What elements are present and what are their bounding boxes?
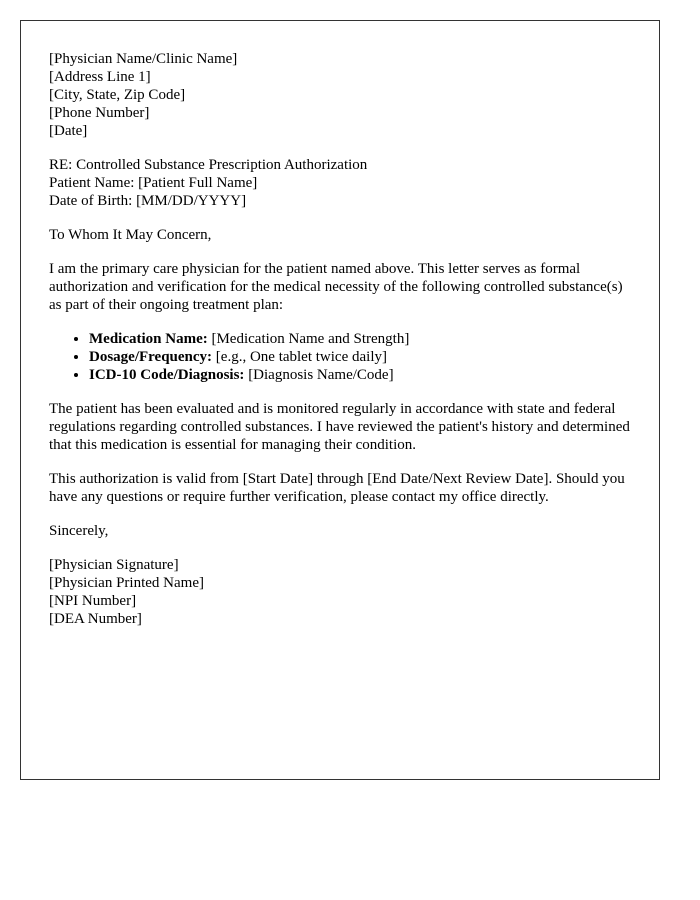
dosage-frequency-term: Dosage/Frequency: <box>89 349 213 365</box>
list-item <box>89 330 631 348</box>
evaluation-text: The patient has been evaluated and is monitored regularly in accordance with state and federal regulations regarding controlled substances. I have reviewed the patient's history and determined that this medication is essential for managing their condition. <box>49 401 630 453</box>
signature-block <box>49 556 631 628</box>
medication-name-term: Medication Name: <box>89 331 208 347</box>
re-line: RE: Controlled Substance Prescription Authorization <box>49 157 368 173</box>
closing-text: Sincerely, <box>49 523 109 539</box>
medication-details-list <box>49 330 631 384</box>
phone-number: [Phone Number] <box>49 105 150 121</box>
sender-address-block <box>49 50 631 140</box>
list-item <box>89 348 631 366</box>
physician-signature: [Physician Signature] <box>49 557 179 573</box>
diagnosis-value: [Diagnosis Name/Code] <box>244 367 394 383</box>
letter-date: [Date] <box>49 123 88 139</box>
salutation <box>49 226 631 244</box>
intro-paragraph <box>49 260 631 314</box>
dosage-frequency-value: [e.g., One tablet twice daily] <box>212 349 387 365</box>
physician-clinic-name: [Physician Name/Clinic Name] <box>49 51 238 67</box>
list-item <box>89 366 631 384</box>
physician-printed-name: [Physician Printed Name] <box>49 575 204 591</box>
patient-name-line: Patient Name: [Patient Full Name] <box>49 175 258 191</box>
evaluation-paragraph <box>49 400 631 454</box>
diagnosis-term: ICD-10 Code/Diagnosis: <box>89 367 245 383</box>
intro-text: I am the primary care physician for the patient named above. This letter serves as formal authorization and verification for the medical necessity of the following controlled substance(s) as part of their ongoing treatment plan: <box>49 261 623 313</box>
salutation-text: To Whom It May Concern, <box>49 227 212 243</box>
letter-page <box>20 20 660 780</box>
npi-number: [NPI Number] <box>49 593 137 609</box>
city-state-zip: [City, State, Zip Code] <box>49 87 186 103</box>
date-of-birth-line: Date of Birth: [MM/DD/YYYY] <box>49 193 247 209</box>
validity-text: This authorization is valid from [Start Date] through [End Date/Next Review Date]. Should you have any questions or require further verification, please contact my office directly. <box>49 471 625 505</box>
reference-block <box>49 156 631 210</box>
dea-number: [DEA Number] <box>49 611 142 627</box>
closing <box>49 522 631 540</box>
medication-name-value: [Medication Name and Strength] <box>207 331 410 347</box>
validity-paragraph <box>49 470 631 506</box>
address-line-1: [Address Line 1] <box>49 69 151 85</box>
